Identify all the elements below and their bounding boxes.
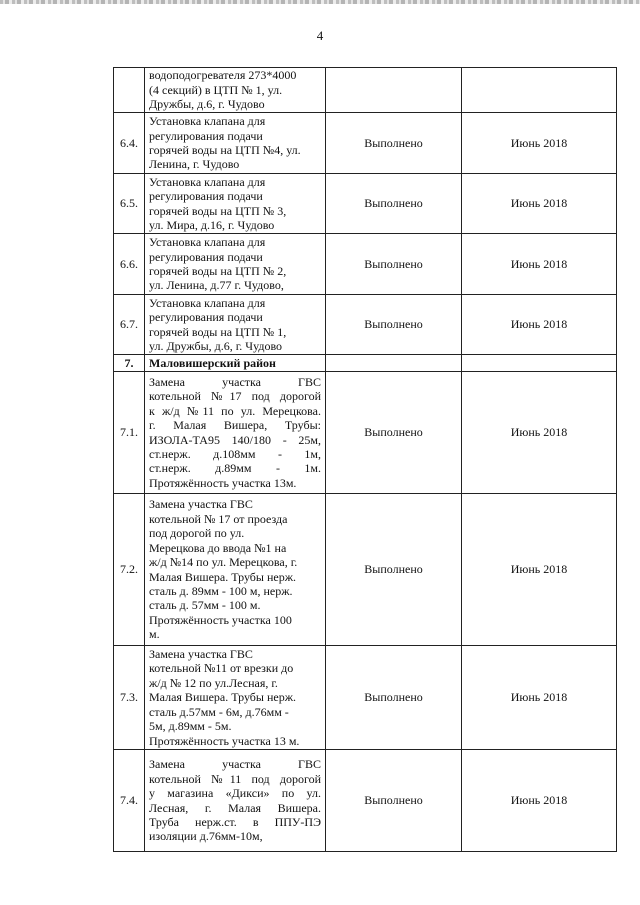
description-line: м. (149, 627, 160, 642)
description-line: Установка клапана для (149, 174, 266, 189)
description-line: Установка клапана для (149, 114, 266, 129)
description-line: котельной №11 под дорогой (149, 771, 321, 786)
status-cell: Выполнено (326, 750, 462, 852)
description-line: Замена участка ГВС (149, 497, 253, 512)
status-cell: Выполнено (326, 295, 462, 355)
work-description (145, 494, 326, 646)
description-line: Малая Вишера. Трубы нерж. (149, 569, 297, 584)
description-line: ж/д №14 по ул. Мерецкова, г. (149, 555, 298, 570)
description-line: Установка клапана для (149, 235, 266, 250)
row-number: 7. (114, 355, 145, 372)
work-description (145, 750, 326, 852)
table-row (114, 372, 617, 494)
table-row (114, 750, 617, 852)
description-line: Дружбы, д.6, г. Чудово (149, 97, 265, 112)
description-line: Маловишерский район (149, 355, 276, 370)
date-cell: Июнь 2018 (462, 494, 617, 646)
table-row (114, 113, 617, 174)
description-line: у магазина «Дикси» по ул. (149, 786, 321, 801)
description-line: водоподогревателя 273*4000 (149, 68, 297, 83)
description-line: ж/д № 12 по ул.Лесная, г. (149, 675, 278, 690)
description-line: ул. Дружбы, д.6, г. Чудово (149, 338, 283, 353)
description-line: под дорогой по ул. (149, 526, 245, 541)
status-cell: Выполнено (326, 113, 462, 174)
description-line: Мерецкова до ввода №1 на (149, 540, 287, 555)
description-line: котельной №17 под дорогой (149, 389, 321, 404)
description-line: 5м, д.89мм - 5м. (149, 719, 232, 734)
description-line: регулирования подачи (149, 310, 263, 325)
row-number: 7.2. (114, 494, 145, 646)
description-line: сталь д. 57мм - 100 м. (149, 598, 261, 613)
table-row (114, 494, 617, 646)
work-description (145, 646, 326, 750)
description-line: регулирования подачи (149, 189, 263, 204)
row-number: 6.4. (114, 113, 145, 174)
description-line: сталь д.57мм - 6м, д.76мм - (149, 704, 289, 719)
description-line: горячей воды на ЦТП №4, ул. (149, 143, 301, 157)
row-number: 7.3. (114, 646, 145, 750)
row-number: 7.1. (114, 372, 145, 494)
page-number: 4 (316, 28, 324, 43)
table-row (114, 646, 617, 750)
description-line: Установка клапана для (149, 295, 266, 310)
date-cell (462, 355, 617, 372)
description-line: Протяжённость участка 13м. (149, 475, 297, 490)
row-number: 6.7. (114, 295, 145, 355)
date-cell: Июнь 2018 (462, 174, 617, 234)
work-description (145, 174, 326, 234)
description-line: Замена участка ГВС (149, 757, 321, 772)
status-cell: Выполнено (326, 494, 462, 646)
status-cell: Выполнено (326, 646, 462, 750)
description-line: Малая Вишера. Трубы нерж. (149, 690, 297, 705)
date-cell (462, 68, 617, 113)
work-description (145, 355, 326, 372)
description-line: сталь д. 89мм - 100 м, нерж. (149, 583, 293, 598)
description-line: Ленина, г. Чудово (149, 157, 240, 172)
status-cell: Выполнено (326, 372, 462, 494)
table-row (114, 174, 617, 234)
description-line: горячей воды на ЦТП № 1, (149, 324, 287, 339)
section-row (114, 355, 617, 372)
table-row (114, 234, 617, 295)
description-line: регулирования подачи (149, 128, 263, 143)
description-line: ст.нерж. д.89мм - 1м. (149, 461, 321, 476)
work-description (145, 295, 326, 355)
scan-edge-artifact (0, 0, 640, 4)
description-line: Протяжённость участка 100 (149, 612, 292, 627)
works-table (113, 67, 617, 852)
table-row (114, 295, 617, 355)
description-line: Лесная, г. Малая Вишера. (149, 800, 321, 815)
description-line: Труба нерж.ст. в ППУ-ПЭ (149, 814, 321, 829)
table-row (114, 68, 617, 113)
description-line: регулирования подачи (149, 249, 263, 264)
row-number: 6.6. (114, 234, 145, 295)
description-line: изоляции д.76мм-10м, (149, 829, 263, 844)
description-line: ул. Ленина, д.77 г. Чудово, (149, 278, 284, 293)
description-line: ИЗОЛА-ТА95 140/180 - 25м, (149, 432, 321, 447)
description-line: к ж/д №11 по ул. Мерецкова. (149, 403, 321, 418)
row-number (114, 68, 145, 113)
work-description (145, 234, 326, 295)
work-description (145, 68, 326, 113)
description-line: ст.нерж. д.108мм - 1м, (149, 446, 321, 461)
row-number: 6.5. (114, 174, 145, 234)
description-line: котельной № 17 от проезда (149, 511, 288, 526)
date-cell: Июнь 2018 (462, 295, 617, 355)
description-line: Замена участка ГВС (149, 647, 253, 662)
row-number: 7.4. (114, 750, 145, 852)
date-cell: Июнь 2018 (462, 113, 617, 174)
date-cell: Июнь 2018 (462, 372, 617, 494)
description-line: котельной №11 от врезки до (149, 661, 294, 676)
description-line: горячей воды на ЦТП № 2, (149, 264, 287, 278)
description-line: Протяжённость участка 13 м. (149, 733, 300, 748)
status-cell: Выполнено (326, 234, 462, 295)
description-line: г. Малая Вишера, Трубы: (149, 418, 321, 433)
status-cell (326, 68, 462, 113)
status-cell: Выполнено (326, 174, 462, 234)
description-line: Замена участка ГВС (149, 374, 321, 389)
description-line: (4 секций) в ЦТП № 1, ул. (149, 82, 283, 97)
date-cell: Июнь 2018 (462, 234, 617, 295)
description-line: ул. Мира, д.16, г. Чудово (149, 217, 275, 232)
status-cell (326, 355, 462, 372)
date-cell: Июнь 2018 (462, 646, 617, 750)
work-description (145, 113, 326, 174)
work-description (145, 372, 326, 494)
description-line: горячей воды на ЦТП № 3, (149, 203, 287, 218)
date-cell: Июнь 2018 (462, 750, 617, 852)
